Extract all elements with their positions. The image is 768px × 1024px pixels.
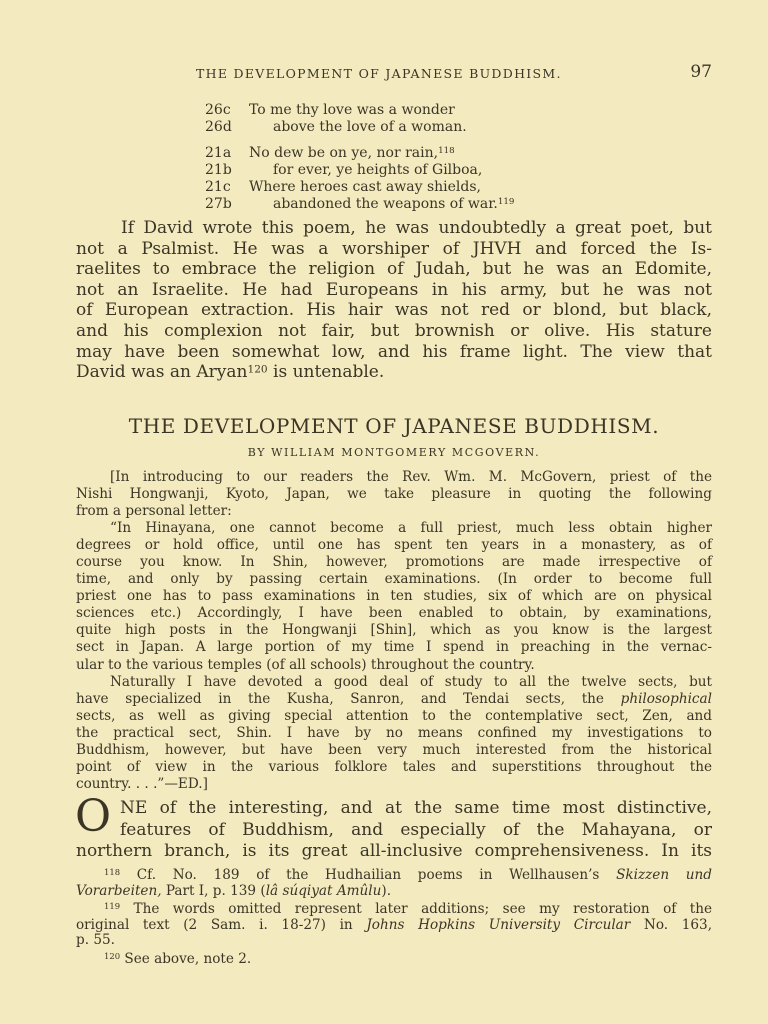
text-fragment: The words omitted represent later additions; see my restoration of the <box>133 901 712 917</box>
running-title: THE DEVELOPMENT OF JAPANESE BUDDHISM. <box>196 66 562 81</box>
text-line: Naturally I have devoted a good deal of study to all the twelve sects, but <box>110 673 712 690</box>
text-line: priest one has to pass examinations in ten studies, six of which are on physical <box>76 588 712 605</box>
footnote-ref: 120 <box>247 363 268 376</box>
article-title: THE DEVELOPMENT OF JAPANESE BUDDHISM. <box>128 414 660 438</box>
italic-text: lâ súqiyat Amûlu <box>265 882 382 899</box>
text-line: quite high posts in the Hongwanji [Shin], which as you know is the largest <box>76 622 712 639</box>
text-fragment: have specialized in the Kusha, Sanron, and Tendai sects, the <box>76 690 621 707</box>
text-line: features of Buddhism, and especially of the Mahayana, or <box>120 819 712 840</box>
italic-text: Johns Hopkins University Circular <box>366 916 631 933</box>
editor-note <box>76 469 712 793</box>
text-fragment: ). <box>381 882 392 899</box>
italic-text: philosophical <box>620 690 712 707</box>
verse-block <box>205 102 514 213</box>
verse-number: 21a <box>205 145 232 161</box>
text-line: country. . . .”—ED.] <box>76 775 208 792</box>
text-line: Buddhism, however, but have been very much interested from the historical <box>76 741 712 758</box>
verse-text-content: No dew be on ye, nor rain, <box>249 145 439 161</box>
text-line: If David wrote this poem, he was undoubtedly a great poet, but <box>121 218 712 238</box>
footnotes <box>76 868 712 967</box>
drop-cap: O <box>75 791 112 842</box>
text-fragment: Cf. No. 189 of the Hudhailian poems in Wellhausen’s <box>136 867 617 883</box>
footnote-119 <box>76 902 712 949</box>
body-paragraph <box>75 791 712 863</box>
text-line <box>76 362 712 383</box>
verse-line <box>205 145 514 162</box>
text-line: Nishi Hongwanji, Kyoto, Japan, we take pleasure in quoting the following <box>76 486 712 503</box>
text-fragment: No. 163, <box>630 916 713 933</box>
verse-text: To me thy love was a wonder <box>249 102 455 118</box>
footnote-120 <box>76 952 712 968</box>
text-line <box>76 902 712 918</box>
text-line: of European extraction. His hair was not red or blond, but black, <box>76 300 712 321</box>
text-line <box>76 691 712 708</box>
text-fragment: original text (2 Sam. i. 18-27) in <box>76 916 367 933</box>
text-line: p. 55. <box>76 932 115 948</box>
text-line: sects, as well as giving special attention to the contemplative sect, Zen, and <box>76 707 712 724</box>
footnote-ref: 119 <box>497 197 515 208</box>
text-line: degrees or hold office, until one has spent ten years in a monastery, as of <box>76 537 712 554</box>
text-line <box>76 918 712 934</box>
verse-line <box>205 162 514 179</box>
running-head <box>76 62 712 84</box>
text-line: ular to the various temples (of all schools) throughout the country. <box>76 656 535 673</box>
text-line: the practical sect, Shin. I have by no means confined my investigations to <box>76 724 712 741</box>
text-line: not a Psalmist. He was a worshiper of JHVH and forced the Is- <box>76 238 712 259</box>
text-line <box>76 884 712 900</box>
verse-number: 21c <box>205 179 231 195</box>
text-line: time, and only by passing certain examinations. (In order to become full <box>76 571 712 588</box>
text-fragment: See above, note 2. <box>124 950 252 967</box>
text-fragment: Part I, p. 139 ( <box>161 882 266 899</box>
footnote-number: 119 <box>104 901 121 912</box>
italic-text: Vorarbeiten, <box>76 882 162 899</box>
text-line: from a personal letter: <box>76 503 232 520</box>
paragraph-david <box>76 218 712 383</box>
text-line: northern branch, is its great all-inclusive comprehensiveness. In its <box>76 841 712 861</box>
verse-text <box>249 145 455 162</box>
verse-number: 26d <box>205 119 232 135</box>
verse-text: for ever, ye heights of Gilboa, <box>273 162 483 178</box>
text-line: raelites to embrace the religion of Judah, but he was an Edomite, <box>76 259 712 280</box>
text-line <box>76 952 712 968</box>
text-line: [In introducing to our readers the Rev. Wm. M. McGovern, priest of the <box>110 469 712 485</box>
text-line: sect in Japan. A large portion of my time I spend in preaching in the vernac- <box>76 639 712 656</box>
verse-number: 21b <box>205 162 232 178</box>
verse-text: above the love of a woman. <box>273 119 467 135</box>
text-line: and his complexion not fair, but brownish or olive. His stature <box>76 320 712 341</box>
verse-text: Where heroes cast away shields, <box>249 179 481 195</box>
text-fragment: is untenable. <box>267 362 385 383</box>
text-line <box>76 868 712 884</box>
footnote-number: 118 <box>104 867 121 878</box>
italic-text: Skizzen und <box>616 867 712 883</box>
text-line: course you know. In Shin, however, promotions are made irrespective of <box>76 554 712 571</box>
verse-number: 27b <box>205 196 232 212</box>
text-line: point of view in the various folklore tales and superstitions throughout the <box>76 758 712 775</box>
footnote-number: 120 <box>104 950 121 961</box>
text-line: not an Israelite. He had Europeans in his army, but he was not <box>76 279 712 300</box>
verse-text-content: abandoned the weapons of war. <box>273 196 498 212</box>
verse-number: 26c <box>205 102 231 118</box>
page-number: 97 <box>690 62 712 82</box>
verse-line <box>205 119 514 136</box>
text-fragment: David was an Aryan <box>76 362 248 383</box>
verse-text <box>249 196 514 213</box>
verse-line <box>205 179 514 196</box>
verse-line <box>205 196 514 213</box>
verse-line <box>205 102 514 119</box>
text-line: NE of the interesting, and at the same time most distinctive, <box>120 798 712 818</box>
footnote-ref: 118 <box>438 146 455 157</box>
text-line: may have been somewhat low, and his frame light. The view that <box>76 341 712 362</box>
article-byline: BY WILLIAM MONTGOMERY MCGOVERN. <box>247 446 541 459</box>
footnote-118 <box>76 868 712 899</box>
text-line: sciences etc.) Accordingly, I have been enabled to obtain, by examinations, <box>76 605 712 622</box>
text-line: “In Hinayana, one cannot become a full priest, much less obtain higher <box>110 520 712 537</box>
